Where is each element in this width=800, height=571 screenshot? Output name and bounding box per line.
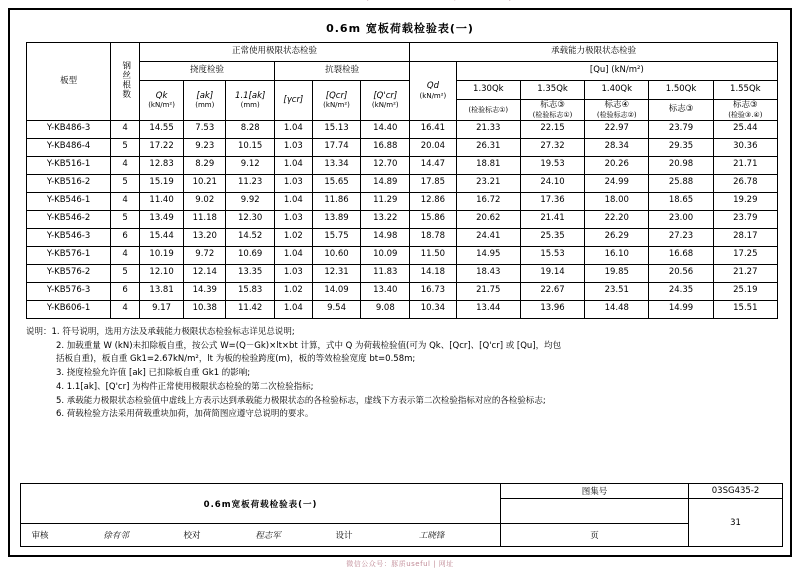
cell-qcr: 15.75 (312, 228, 361, 246)
design-label: 设计 (335, 531, 353, 541)
note-item: 6. 荷载检验方法采用荷载重块加荷，加荷简图应遵守总说明的要求。 (56, 409, 314, 420)
cell-qcr2: 12.70 (361, 156, 410, 174)
cell-v140: 24.99 (585, 174, 649, 192)
cell-v130: 18.43 (456, 264, 520, 282)
document-page (8, 8, 792, 557)
cell-v155: 15.51 (713, 300, 777, 318)
cell-ak11: 11.23 (226, 174, 275, 192)
col-qcr2: [Q'cr] (kN/m²) (361, 81, 410, 121)
cell-qd: 11.50 (410, 246, 457, 264)
cell-wires: 5 (111, 138, 140, 156)
cell-v130: 23.21 (456, 174, 520, 192)
cell-qcr2: 13.22 (361, 210, 410, 228)
cell-ak: 10.21 (184, 174, 226, 192)
cell-v140: 23.51 (585, 282, 649, 300)
mark-140: 标志④ (检验标志②) (585, 100, 649, 121)
col-deflection: 挠度检验 (139, 62, 274, 81)
cell-v150: 20.98 (649, 156, 713, 174)
cell-ak: 13.20 (184, 228, 226, 246)
title-block-table (20, 483, 783, 547)
cell-v150: 16.68 (649, 246, 713, 264)
cell-v150: 29.35 (649, 138, 713, 156)
cell-qk: 11.40 (139, 192, 183, 210)
col-qcr: [Qcr] (kN/m²) (312, 81, 361, 121)
atlas-number: 03SG435-2 (689, 484, 783, 499)
footer-title: 0.6m宽板荷载检验表(一) (21, 484, 501, 524)
cell-wires: 5 (111, 264, 140, 282)
table-row (27, 210, 778, 228)
cell-gamma: 1.03 (275, 174, 313, 192)
cell-gamma: 1.04 (275, 156, 313, 174)
cell-v135: 19.14 (520, 264, 584, 282)
cell-v130: 18.81 (456, 156, 520, 174)
table-row (27, 300, 778, 318)
cell-qcr2: 14.98 (361, 228, 410, 246)
cell-qcr2: 13.40 (361, 282, 410, 300)
cell-gamma: 1.02 (275, 228, 313, 246)
col-factor-130: 1.30Qk (456, 81, 520, 100)
cell-qk: 13.49 (139, 210, 183, 228)
cell-ak: 7.53 (184, 120, 226, 138)
note-item: 4. 1.1[ak]、[Q'cr] 为构件正常使用极限状态检验的第二次检验指标; (56, 381, 314, 392)
cell-ak11: 15.83 (226, 282, 275, 300)
cell-wires: 6 (111, 282, 140, 300)
col-qd: Qd (kN/m²) (410, 62, 457, 121)
col-ak: [ak] (mm) (184, 81, 226, 121)
cell-v150: 23.79 (649, 120, 713, 138)
col-qk: Qk (kN/m²) (139, 81, 183, 121)
cell-gamma: 1.03 (275, 138, 313, 156)
mark-155: 标志③ (检验③.④) (713, 100, 777, 121)
cell-v155: 17.25 (713, 246, 777, 264)
cell-qcr: 13.34 (312, 156, 361, 174)
cell-qd: 18.78 (410, 228, 457, 246)
cell-wires: 4 (111, 300, 140, 318)
cell-ak: 14.39 (184, 282, 226, 300)
col-gamma: [γcr] (275, 81, 313, 121)
cell-v155: 28.17 (713, 228, 777, 246)
cell-qcr2: 11.83 (361, 264, 410, 282)
cell-ak11: 13.35 (226, 264, 275, 282)
cell-qk: 15.44 (139, 228, 183, 246)
cell-v150: 14.99 (649, 300, 713, 318)
cell-qk: 15.19 (139, 174, 183, 192)
cell-qcr2: 14.40 (361, 120, 410, 138)
mark-135: 标志③ (检验标志①) (520, 100, 584, 121)
cell-v135: 27.32 (520, 138, 584, 156)
cell-qk: 12.10 (139, 264, 183, 282)
cell-v140: 20.26 (585, 156, 649, 174)
cell-qd: 12.86 (410, 192, 457, 210)
cell-qcr2: 16.88 (361, 138, 410, 156)
cell-v135: 25.35 (520, 228, 584, 246)
cell-ak11: 9.92 (226, 192, 275, 210)
cell-v130: 14.95 (456, 246, 520, 264)
mark-150: 标志③ (649, 100, 713, 121)
cell-v130: 26.31 (456, 138, 520, 156)
cell-v130: 21.75 (456, 282, 520, 300)
note-line (26, 326, 774, 340)
cell-v155: 19.29 (713, 192, 777, 210)
cell-v130: 16.72 (456, 192, 520, 210)
col-serviceability: 正常使用极限状态检验 (139, 43, 409, 62)
cell-wires: 5 (111, 174, 140, 192)
page-title: 0.6m 宽板荷载检验表(一) (326, 22, 474, 35)
table-row (27, 282, 778, 300)
cell-gamma: 1.04 (275, 300, 313, 318)
atlas-label: 图集号 (501, 484, 689, 499)
cell-wires: 4 (111, 192, 140, 210)
cell-v150: 18.65 (649, 192, 713, 210)
col-ultimate: 承载能力极限状态检验 (410, 43, 778, 62)
cell-qcr: 15.13 (312, 120, 361, 138)
watermark-bottom: 微信公众号：豚质useful | 网址 (346, 560, 454, 568)
cell-v155: 21.27 (713, 264, 777, 282)
atlas-spacer (501, 499, 689, 524)
cell-qk: 17.22 (139, 138, 183, 156)
cell-type: Y-KB606-1 (27, 300, 111, 318)
cell-qcr: 14.09 (312, 282, 361, 300)
cell-v130: 13.44 (456, 300, 520, 318)
cell-type: Y-KB576-1 (27, 246, 111, 264)
cell-v140: 22.97 (585, 120, 649, 138)
cell-qk: 9.17 (139, 300, 183, 318)
load-test-table (26, 42, 778, 319)
cell-v150: 23.00 (649, 210, 713, 228)
cell-v155: 21.71 (713, 156, 777, 174)
cell-v135: 17.36 (520, 192, 584, 210)
col-qu-bracket: [Qu] (kN/m²) (456, 62, 777, 81)
cell-ak11: 12.30 (226, 210, 275, 228)
note-item: 5. 承载能力极限状态检验值中虚线上方表示达到承载能力极限状态的各检验标志，虚线下方表示第二次检验指标对应的各检验标志; (56, 395, 546, 406)
col-wire-count: 钢丝根数 (111, 43, 140, 121)
table-row (27, 174, 778, 192)
mark-130: (检验标志①) (456, 100, 520, 121)
cell-qd: 15.86 (410, 210, 457, 228)
cell-ak: 9.23 (184, 138, 226, 156)
cell-v135: 24.10 (520, 174, 584, 192)
cell-gamma: 1.02 (275, 282, 313, 300)
cell-type: Y-KB546-2 (27, 210, 111, 228)
cell-qd: 14.47 (410, 156, 457, 174)
cell-v140: 28.34 (585, 138, 649, 156)
cell-v150: 20.56 (649, 264, 713, 282)
cell-ak: 11.18 (184, 210, 226, 228)
cell-qk: 13.81 (139, 282, 183, 300)
col-ak11: 1.1[ak] (mm) (226, 81, 275, 121)
cell-qd: 10.34 (410, 300, 457, 318)
cell-type: Y-KB546-3 (27, 228, 111, 246)
cell-v130: 24.41 (456, 228, 520, 246)
cell-qcr: 13.89 (312, 210, 361, 228)
notes-section (26, 326, 774, 422)
table-row (27, 138, 778, 156)
cell-v140: 26.29 (585, 228, 649, 246)
cell-gamma: 1.04 (275, 246, 313, 264)
cell-type: Y-KB576-2 (27, 264, 111, 282)
table-row (27, 156, 778, 174)
note-item: 2. 加载重量 W (kN)未扣除板自重，按公式 W=(Q－Gk)×lt×bt 计算，式中 Q 为荷载检验值(可为 Qk、[Qcr]、[Q'cr] 或 [Qu]，均包 (56, 340, 562, 351)
cell-ak11: 10.15 (226, 138, 275, 156)
cell-gamma: 1.04 (275, 120, 313, 138)
note-item: 括板自重)，板自重 Gk1=2.67kN/m²，lt 为板的检验跨度(m)，板的等效检验宽度 bt=0.58m; (56, 354, 416, 365)
cell-qcr2: 11.29 (361, 192, 410, 210)
cell-v150: 27.23 (649, 228, 713, 246)
table-row (27, 228, 778, 246)
cell-v155: 25.19 (713, 282, 777, 300)
cell-ak11: 9.12 (226, 156, 275, 174)
cell-wires: 4 (111, 156, 140, 174)
cell-wires: 5 (111, 210, 140, 228)
table-row (27, 246, 778, 264)
cell-type: Y-KB486-4 (27, 138, 111, 156)
cell-v135: 21.41 (520, 210, 584, 228)
cell-gamma: 1.04 (275, 192, 313, 210)
cell-qd: 17.85 (410, 174, 457, 192)
cell-type: Y-KB516-1 (27, 156, 111, 174)
cell-qd: 16.41 (410, 120, 457, 138)
col-plate-type: 板型 (27, 43, 111, 121)
cell-qk: 12.83 (139, 156, 183, 174)
load-test-table-wrap (26, 42, 774, 319)
cell-wires: 4 (111, 120, 140, 138)
cell-gamma: 1.03 (275, 210, 313, 228)
table-row (27, 192, 778, 210)
cell-v150: 24.35 (649, 282, 713, 300)
cell-qk: 10.19 (139, 246, 183, 264)
table-row (27, 120, 778, 138)
cell-ak11: 10.69 (226, 246, 275, 264)
cell-wires: 4 (111, 246, 140, 264)
cell-v135: 15.53 (520, 246, 584, 264)
watermark-top (0, 0, 800, 6)
cell-wires: 6 (111, 228, 140, 246)
cell-qcr: 17.74 (312, 138, 361, 156)
cell-qcr: 10.60 (312, 246, 361, 264)
cell-qcr: 11.86 (312, 192, 361, 210)
cell-type: Y-KB576-3 (27, 282, 111, 300)
cell-qcr: 9.54 (312, 300, 361, 318)
review-signature: 徐有邻 (103, 531, 129, 541)
cell-v135: 19.53 (520, 156, 584, 174)
cell-v130: 20.62 (456, 210, 520, 228)
cell-ak11: 14.52 (226, 228, 275, 246)
col-factor-140: 1.40Qk (585, 81, 649, 100)
cell-qcr: 12.31 (312, 264, 361, 282)
cell-qd: 20.04 (410, 138, 457, 156)
col-crack: 抗裂检验 (275, 62, 410, 81)
cell-v130: 21.33 (456, 120, 520, 138)
cell-v140: 18.00 (585, 192, 649, 210)
cell-v155: 26.78 (713, 174, 777, 192)
cell-v140: 14.48 (585, 300, 649, 318)
title-block (20, 483, 780, 547)
design-signature: 工晓锋 (418, 531, 445, 541)
table-row (27, 264, 778, 282)
cell-type: Y-KB486-3 (27, 120, 111, 138)
cell-qcr2: 9.08 (361, 300, 410, 318)
cell-ak: 8.29 (184, 156, 226, 174)
note-item: 1. 符号说明，选用方法及承载能力极限状态检验标志详见总说明; (51, 326, 295, 337)
cell-v140: 22.20 (585, 210, 649, 228)
cell-ak11: 8.28 (226, 120, 275, 138)
col-factor-150: 1.50Qk (649, 81, 713, 100)
notes-label: 说明： (26, 326, 52, 337)
check-signature: 程志军 (255, 531, 281, 541)
cell-v135: 22.15 (520, 120, 584, 138)
cell-ak: 10.38 (184, 300, 226, 318)
cell-type: Y-KB516-2 (27, 174, 111, 192)
col-factor-155: 1.55Qk (713, 81, 777, 100)
cell-v155: 25.44 (713, 120, 777, 138)
cell-ak: 12.14 (184, 264, 226, 282)
cell-v155: 23.79 (713, 210, 777, 228)
page-label: 页 (501, 524, 689, 547)
cell-v140: 16.10 (585, 246, 649, 264)
col-factor-135: 1.35Qk (520, 81, 584, 100)
cell-v150: 25.88 (649, 174, 713, 192)
cell-v155: 30.36 (713, 138, 777, 156)
cell-qcr2: 10.09 (361, 246, 410, 264)
cell-ak: 9.72 (184, 246, 226, 264)
cell-qd: 16.73 (410, 282, 457, 300)
signature-strip (21, 524, 501, 547)
cell-gamma: 1.03 (275, 264, 313, 282)
review-label: 审核 (31, 531, 49, 541)
cell-ak11: 11.42 (226, 300, 275, 318)
cell-v140: 19.85 (585, 264, 649, 282)
cell-ak: 9.02 (184, 192, 226, 210)
page-number: 31 (689, 499, 783, 547)
cell-type: Y-KB546-1 (27, 192, 111, 210)
check-label: 校对 (183, 531, 201, 541)
cell-qd: 14.18 (410, 264, 457, 282)
cell-v135: 22.67 (520, 282, 584, 300)
cell-qk: 14.55 (139, 120, 183, 138)
cell-qcr: 15.65 (312, 174, 361, 192)
note-item: 3. 挠度检验允许值 [ak] 已扣除板自重 Gk1 的影响; (56, 368, 251, 379)
cell-qcr2: 14.89 (361, 174, 410, 192)
cell-v135: 13.96 (520, 300, 584, 318)
